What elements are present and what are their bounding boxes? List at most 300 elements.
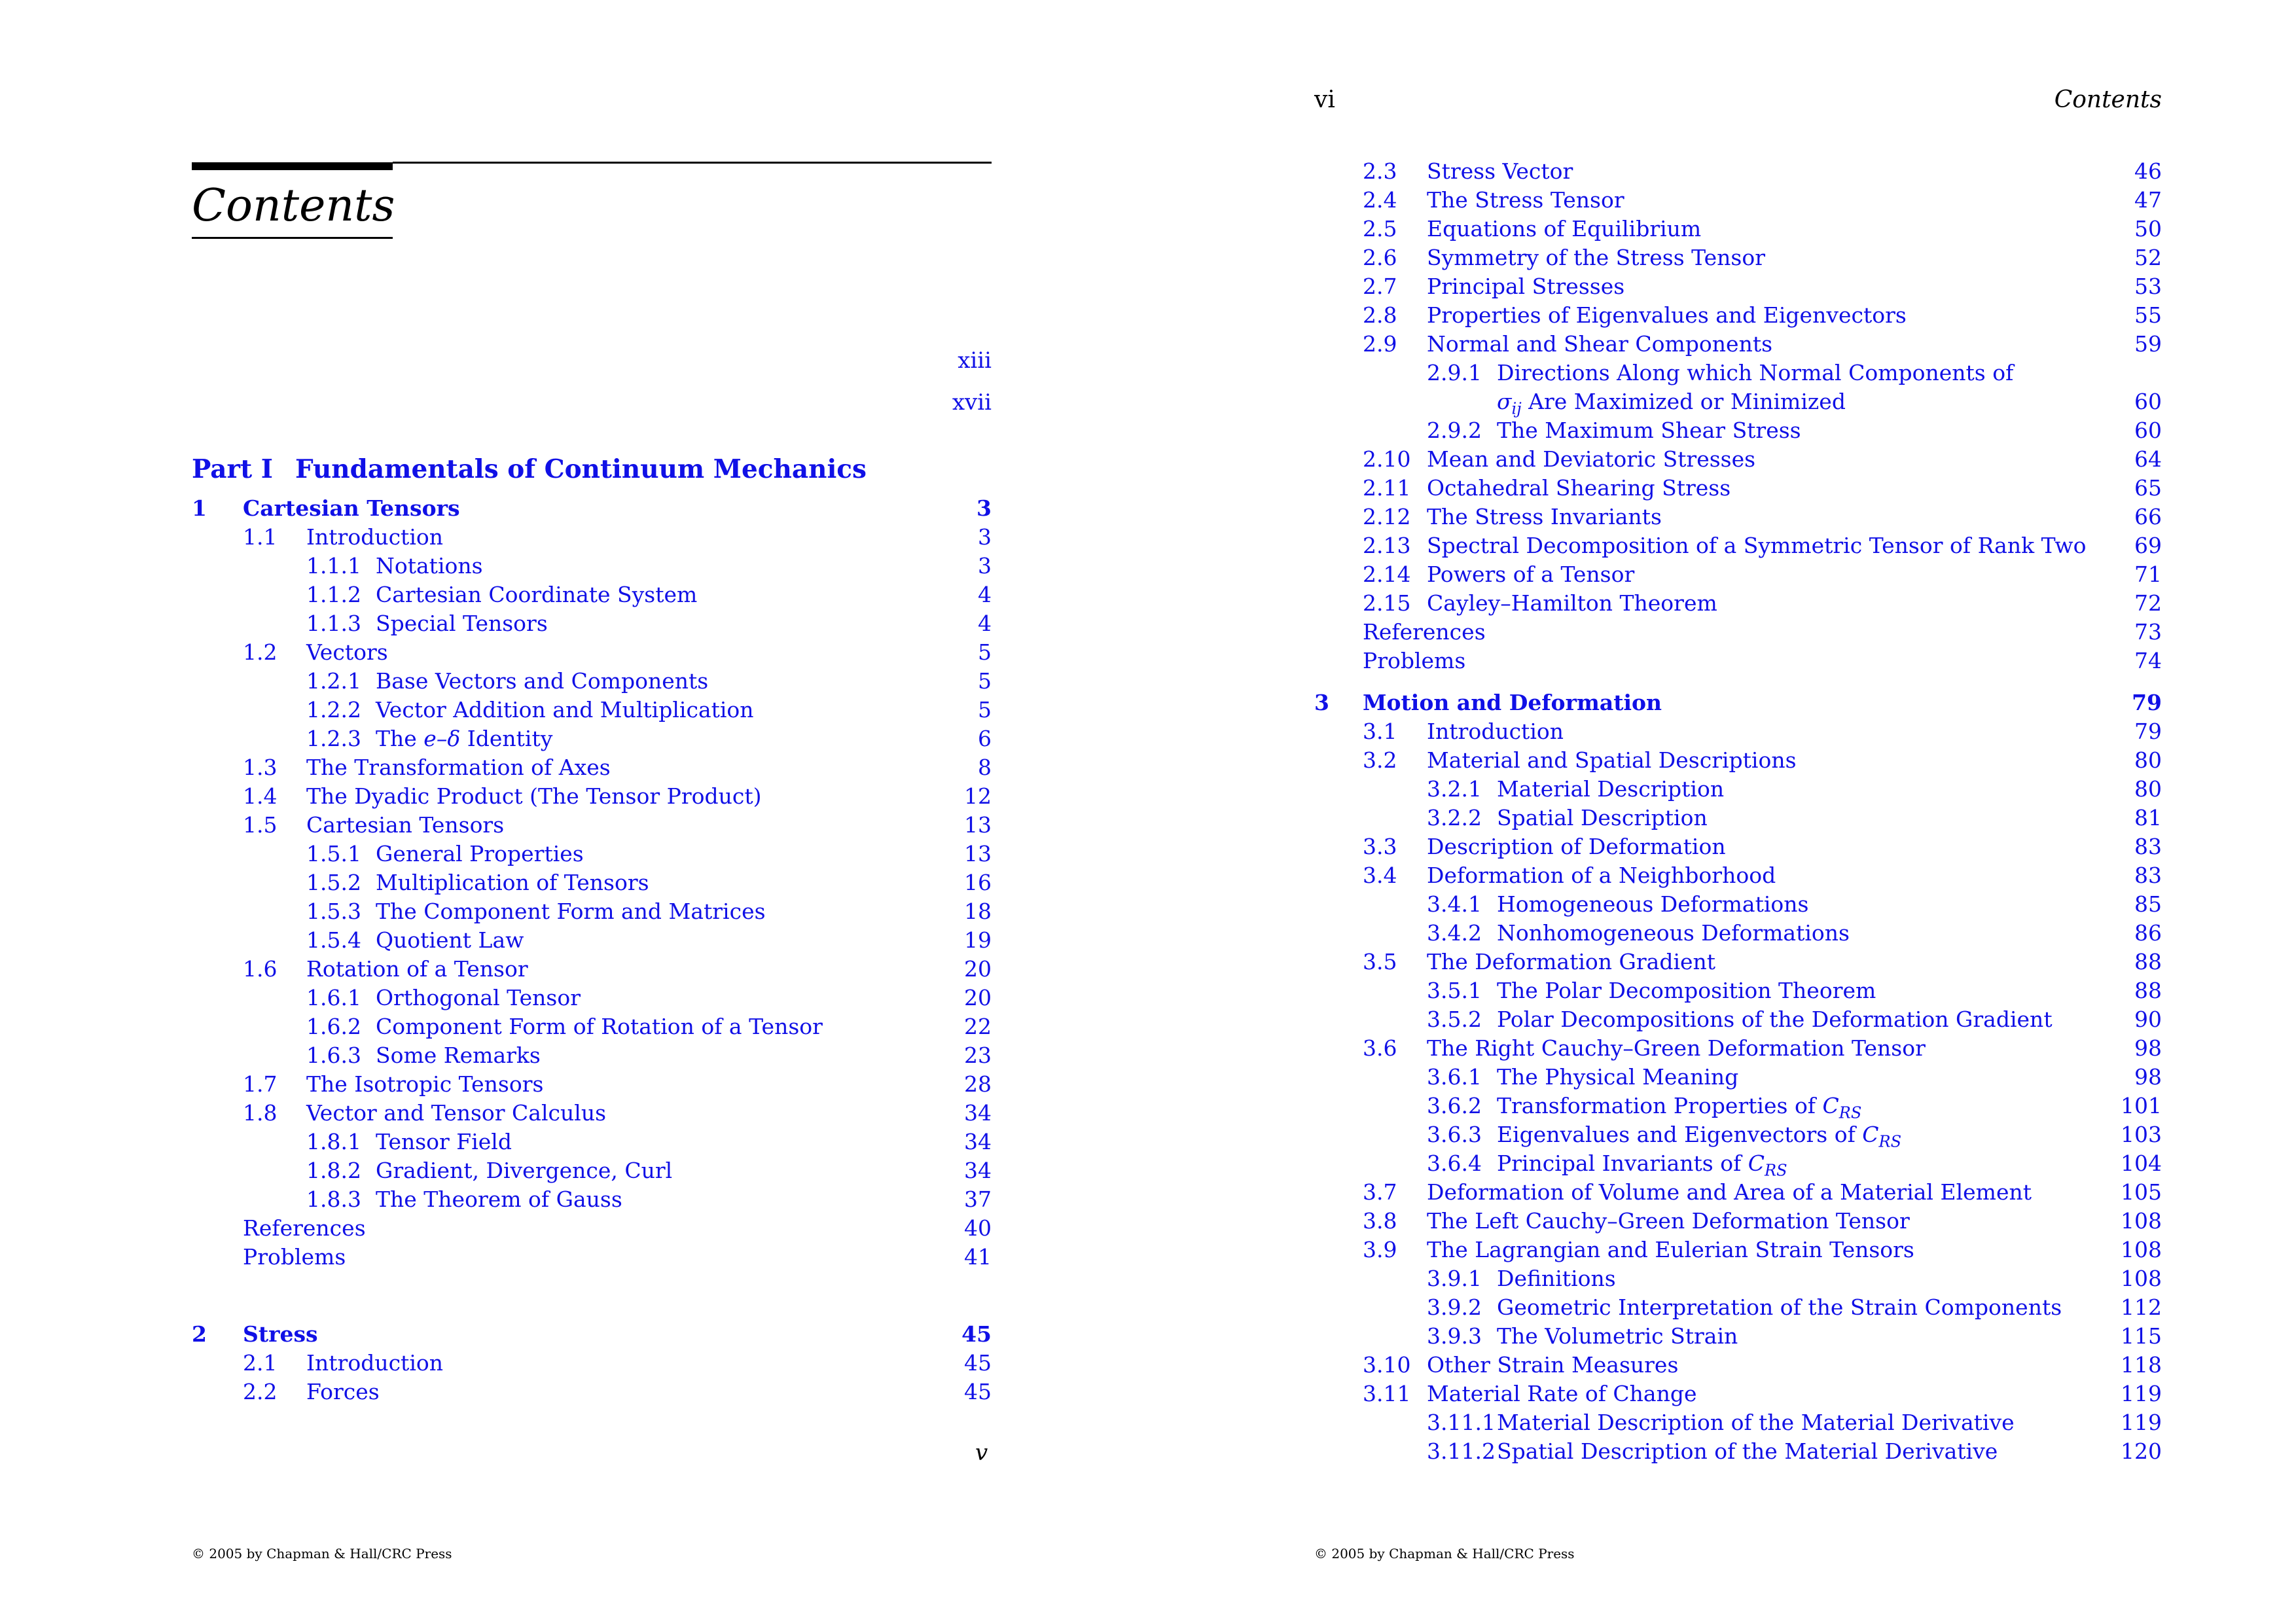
toc-entry[interactable] [1314,1005,2162,1034]
toc-page: 120 [2121,1438,2162,1464]
toc-title: $\sigma_{ij}$ Are Maximized or Minimized [1497,389,1846,418]
toc-entry[interactable] [1314,775,2162,804]
toc-list-right [1314,157,2162,1466]
toc-page: 74 [2134,648,2162,673]
right-page [1148,0,2296,1623]
toc-number: 2.2 [243,1379,278,1404]
toc-page: 81 [2134,805,2162,830]
toc-number: 3.4.1 [1427,891,1482,917]
toc-title: Problems [1363,648,1466,673]
toc-number: 2.10 [1363,446,1411,472]
toc-entry[interactable] [1314,647,2162,675]
toc-page: 20 [964,985,992,1010]
toc-title: Stress [243,1321,318,1347]
toc-title: Definitions [1497,1266,1616,1291]
toc-page: 83 [2134,834,2162,859]
toc-entry[interactable] [1314,1207,2162,1236]
toc-number: 3.2 [1363,747,1397,773]
toc-entry[interactable] [192,1214,992,1243]
toc-number: 1.6.3 [306,1043,361,1068]
toc-page: 53 [2134,274,2162,299]
toc-number: 1.8.3 [306,1186,361,1212]
toc-page: 59 [2134,331,2162,357]
copyright-notice: © 2005 by Chapman & Hall/CRC Press [1314,1546,1575,1561]
toc-entry[interactable] [192,609,992,638]
toc-page: 105 [2121,1179,2162,1205]
toc-number: 3.11.2 [1427,1438,1496,1464]
toc-title: Notations [376,553,483,579]
toc-page: 79 [2132,690,2162,715]
toc-entry[interactable] [192,926,992,955]
toc-title: Normal and Shear Components [1427,331,1773,357]
toc-title: Motion and Deformation [1363,690,1662,715]
toc-entry[interactable] [1314,1034,2162,1063]
toc-entry[interactable] [192,1378,992,1406]
toc-entry[interactable] [192,1320,992,1349]
toc-number: 3.9.2 [1427,1294,1482,1320]
toc-title: The Volumetric Strain [1497,1323,1738,1349]
toc-number: 1.5.4 [306,927,361,953]
toc-title: Vectors [306,639,388,665]
toc-title: Gradient, Divergence, Curl [376,1158,673,1183]
toc-entry[interactable] [1314,1408,2162,1437]
toc-number: 1.1.3 [306,611,361,636]
toc-title: Directions Along which Normal Components of [1497,360,2014,385]
toc-entry[interactable] [192,494,992,523]
toc-title: Vector Addition and Multiplication [376,697,754,722]
page-folio: v [975,1440,988,1466]
toc-page: 55 [2134,302,2162,328]
toc-number: 2.8 [1363,302,1397,328]
toc-page: 69 [2134,533,2162,558]
toc-number: 2.9.1 [1427,360,1482,385]
toc-number: 1.5.3 [306,899,361,924]
toc-title: The Stress Tensor [1427,187,1624,213]
toc-entry[interactable] [1314,746,2162,775]
toc-title: Symmetry of the Stress Tensor [1427,245,1765,270]
toc-title: Eigenvalues and Eigenvectors of $C_{RS}$ [1497,1122,1902,1151]
toc-page: 3 [977,495,992,521]
toc-page: 73 [2134,619,2162,645]
toc-page: 4 [978,611,992,636]
toc-page: 98 [2134,1064,2162,1090]
toc-page: 5 [978,639,992,665]
toc-page: 28 [964,1071,992,1097]
toc-page: 6 [978,726,992,751]
page-folio: vi [1314,86,1335,113]
toc-number: 2.9 [1363,331,1397,357]
toc-entry[interactable] [1314,387,2162,416]
toc-title: Material Rate of Change [1427,1381,1697,1406]
toc-title: Powers of a Tensor [1427,562,1635,587]
toc-entry[interactable] [1314,215,2162,243]
toc-entry[interactable] [1314,976,2162,1005]
toc-page: 115 [2121,1323,2162,1349]
toc-title: Equations of Equilibrium [1427,216,1702,241]
toc-title: Other Strain Measures [1427,1352,1679,1378]
toc-number: 1.2.2 [306,697,361,722]
toc-title: Cartesian Coordinate System [376,582,698,607]
toc-number: 3.2.1 [1427,776,1482,802]
toc-number: 2.12 [1363,504,1411,529]
toc-entry-preface[interactable] [192,344,992,377]
toc-entry[interactable] [1314,861,2162,890]
toc-entry[interactable] [1314,157,2162,186]
toc-number: 1.5 [243,812,278,838]
toc-page: 104 [2121,1150,2162,1176]
toc-title: Material and Spatial Descriptions [1427,747,1797,773]
running-head: Contents [2054,86,2162,113]
toc-page: 16 [964,870,992,895]
toc-number: 3.6.1 [1427,1064,1482,1090]
toc-page: 45 [964,1350,992,1376]
toc-page: 79 [2134,719,2162,744]
toc-entry[interactable] [1314,503,2162,531]
toc-title: The Theorem of Gauss [376,1186,622,1212]
toc-title: Some Remarks [376,1043,541,1068]
toc-entry[interactable] [1314,1293,2162,1322]
toc-page: 37 [964,1186,992,1212]
toc-title: Description of Deformation [1427,834,1726,859]
toc-page: 88 [2134,978,2162,1003]
toc-page: 101 [2121,1093,2162,1118]
toc-page: 23 [964,1043,992,1068]
toc-title: Polar Decompositions of the Deformation Gradient [1497,1007,2053,1032]
toc-number: 1.7 [243,1071,278,1097]
toc-title: The Left Cauchy–Green Deformation Tensor [1427,1208,1910,1234]
toc-page: 34 [964,1100,992,1126]
toc-number: 1.2 [243,639,278,665]
toc-number: 2.5 [1363,216,1397,241]
toc-title: Cartesian Tensors [306,812,505,838]
toc-title: Introduction [306,1350,443,1376]
toc-title: Principal Stresses [1427,274,1625,299]
toc-title: Stress Vector [1427,158,1573,184]
toc-number: 1.6.2 [306,1014,361,1039]
toc-page: 86 [2134,920,2162,946]
toc-entry[interactable] [192,753,992,782]
toc-title: Material Description of the Material Derivative [1497,1410,2015,1435]
toc-page: 112 [2121,1294,2162,1320]
toc-number: 3.11.1 [1427,1410,1496,1435]
toc-entry[interactable] [192,1070,992,1099]
toc-title: Deformation of a Neighborhood [1427,863,1776,888]
toc-number: 2.6 [1363,245,1397,270]
toc-number: 3.5.2 [1427,1007,1482,1032]
toc-title: General Properties [376,841,584,866]
toc-number: 1.1.2 [306,582,361,607]
toc-number: 2.7 [1363,274,1397,299]
toc-page: 19 [964,927,992,953]
toc-entry[interactable] [1314,890,2162,919]
toc-page: 66 [2134,504,2162,529]
toc-title: Orthogonal Tensor [376,985,581,1010]
toc-entry[interactable] [1314,1264,2162,1293]
toc-entry[interactable] [192,1185,992,1214]
toc-number: 3.4 [1363,863,1397,888]
toc-entry[interactable] [1314,832,2162,861]
toc-title: Spatial Description of the Material Derivative [1497,1438,1998,1464]
toc-entry[interactable] [1314,688,2162,717]
toc-entry[interactable] [192,1041,992,1070]
toc-entry[interactable] [1314,717,2162,746]
toc-title: Vector and Tensor Calculus [306,1100,607,1126]
toc-title: Geometric Interpretation of the Strain Components [1497,1294,2062,1320]
toc-page: 72 [2134,590,2162,616]
toc-page: 103 [2121,1122,2162,1147]
toc-entry[interactable] [1314,1063,2162,1092]
toc-title: Properties of Eigenvalues and Eigenvectors [1427,302,1907,328]
toc-title: Principal Invariants of $C_{RS}$ [1497,1150,1787,1180]
toc-page: 41 [964,1244,992,1270]
toc-entry[interactable] [1314,330,2162,359]
title-rule-thin [393,162,992,164]
toc-number: 3.9.1 [1427,1266,1482,1291]
toc-entry[interactable] [1314,804,2162,832]
toc-title: Deformation of Volume and Area of a Material Element [1427,1179,2032,1205]
toc-title: The Physical Meaning [1497,1064,1739,1090]
toc-title: The Component Form and Matrices [376,899,766,924]
toc-entry[interactable] [192,724,992,753]
toc-number: 1.8.1 [306,1129,361,1154]
toc-number: 2.9.2 [1427,418,1482,443]
toc-entry[interactable] [1314,474,2162,503]
toc-title: Mean and Deviatoric Stresses [1427,446,1756,472]
toc-title: Multiplication of Tensors [376,870,649,895]
toc-page: 90 [2134,1007,2162,1032]
toc-title: Transformation Properties of $C_{RS}$ [1497,1093,1862,1122]
toc-entry-author[interactable] [192,386,992,419]
toc-number: 2.14 [1363,562,1411,587]
toc-entry[interactable] [1314,948,2162,976]
toc-entry[interactable] [1314,919,2162,948]
toc-page: 5 [978,697,992,722]
toc-number: 1.2.1 [306,668,361,694]
toc-entry[interactable] [1314,1322,2162,1351]
toc-number: 3.11 [1363,1381,1411,1406]
toc-entry[interactable] [192,638,992,667]
toc-number: 3.7 [1363,1179,1397,1205]
toc-entry[interactable] [192,840,992,868]
toc-entry[interactable] [1314,416,2162,445]
toc-number: 1.2.3 [306,726,361,751]
toc-entry[interactable] [1314,589,2162,618]
toc-number: 3.10 [1363,1352,1411,1378]
toc-entry[interactable] [1314,1149,2162,1178]
toc-entry[interactable] [192,1012,992,1041]
toc-page: 45 [964,1379,992,1404]
toc-title: Material Description [1497,776,1725,802]
toc-page: 83 [2134,863,2162,888]
toc-page: 119 [2121,1381,2162,1406]
toc-title: References [243,1215,366,1241]
toc-page: 88 [2134,949,2162,974]
toc-entry[interactable] [1314,1092,2162,1120]
toc-title: Spectral Decomposition of a Symmetric Tensor of Rank Two [1427,533,2087,558]
toc-title: Special Tensors [376,611,548,636]
toc-page: 60 [2134,389,2162,414]
page-title: Contents [192,180,395,232]
toc-title: The Dyadic Product (The Tensor Product) [306,783,762,809]
toc-entry[interactable] [1314,1178,2162,1207]
toc-title: The Isotropic Tensors [306,1071,544,1097]
toc-entry[interactable] [1314,1437,2162,1466]
toc-title: Introduction [1427,719,1564,744]
copyright-notice: © 2005 by Chapman & Hall/CRC Press [192,1546,452,1561]
toc-entry[interactable] [1314,445,2162,474]
toc-page: 108 [2121,1237,2162,1262]
toc-entry[interactable] [192,1243,992,1272]
toc-page: 20 [964,956,992,982]
toc-number: 3.1 [1363,719,1397,744]
toc-entry[interactable] [192,1128,992,1156]
toc-number: 2.3 [1363,158,1397,184]
toc-list-left [192,494,992,1406]
toc-page: 34 [964,1158,992,1183]
toc-page: 40 [964,1215,992,1241]
toc-entry[interactable] [192,1349,992,1378]
toc-page: 3 [978,524,992,550]
toc-number: 3.8 [1363,1208,1397,1234]
toc-page: xvii [952,389,992,416]
toc-title: Quotient Law [376,927,524,953]
title-underline [192,237,393,239]
toc-page: 80 [2134,776,2162,802]
toc-page: 3 [978,553,992,579]
toc-number: 1.1.1 [306,553,361,579]
toc-title: Octahedral Shearing Stress [1427,475,1731,501]
toc-page: 108 [2121,1208,2162,1234]
toc-entry[interactable] [192,696,992,724]
toc-title: Nonhomogeneous Deformations [1497,920,1850,946]
toc-number: 3.2.2 [1427,805,1482,830]
toc-number: 3 [1314,690,1329,715]
toc-page: 98 [2134,1035,2162,1061]
toc-title: Forces [306,1379,380,1404]
toc-entry[interactable] [192,897,992,926]
part-heading[interactable] [192,454,867,484]
toc-number: 1.1 [243,524,278,550]
toc-entry[interactable] [1314,243,2162,272]
toc-title: Cartesian Tensors [243,495,460,521]
toc-entry[interactable] [192,984,992,1012]
toc-page: 12 [964,783,992,809]
title-rule-thick [192,162,393,170]
toc-entry[interactable] [192,868,992,897]
toc-entry[interactable] [1314,1120,2162,1149]
part-title: Fundamentals of Continuum Mechanics [295,454,867,484]
toc-page: xiii [958,348,992,374]
toc-title: Problems [243,1244,346,1270]
toc-entry[interactable] [192,955,992,984]
toc-title: Spatial Description [1497,805,1708,830]
toc-number: 3.6.4 [1427,1150,1482,1176]
toc-page: 22 [964,1014,992,1039]
toc-entry[interactable] [1314,560,2162,589]
toc-page: 65 [2134,475,2162,501]
toc-entry[interactable] [1314,272,2162,301]
toc-entry[interactable] [192,1099,992,1128]
toc-page: 50 [2134,216,2162,241]
toc-entry[interactable] [192,667,992,696]
toc-entry[interactable] [1314,1380,2162,1408]
toc-number: 1.4 [243,783,278,809]
toc-number: 2.13 [1363,533,1411,558]
toc-entry[interactable] [192,580,992,609]
toc-entry[interactable] [192,552,992,580]
toc-number: 3.6.2 [1427,1093,1482,1118]
toc-page: 118 [2121,1352,2162,1378]
toc-entry[interactable] [192,1156,992,1185]
toc-title: Base Vectors and Components [376,668,709,694]
toc-page: 8 [978,755,992,780]
toc-page: 80 [2134,747,2162,773]
toc-page: 4 [978,582,992,607]
toc-number: 3.6 [1363,1035,1397,1061]
toc-page: 71 [2134,562,2162,587]
toc-number: 2.11 [1363,475,1411,501]
toc-number: 1.3 [243,755,278,780]
toc-title: Cayley–Hamilton Theorem [1427,590,1717,616]
toc-title: Homogeneous Deformations [1497,891,1809,917]
toc-number: 1.5.1 [306,841,361,866]
toc-number: 2 [192,1321,207,1347]
toc-title: Rotation of a Tensor [306,956,528,982]
toc-page: 13 [964,841,992,866]
toc-page: 13 [964,812,992,838]
toc-page: 52 [2134,245,2162,270]
toc-entry[interactable] [1314,301,2162,330]
toc-entry[interactable] [192,782,992,811]
toc-title: References [1363,619,1486,645]
toc-entry[interactable] [1314,1236,2162,1264]
toc-number: 3.4.2 [1427,920,1482,946]
toc-entry[interactable] [1314,1351,2162,1380]
toc-number: 1.8.2 [306,1158,361,1183]
toc-entry[interactable] [192,811,992,840]
toc-title: The Maximum Shear Stress [1497,418,1801,443]
toc-number: 3.9 [1363,1237,1397,1262]
toc-entry[interactable] [1314,359,2162,387]
toc-page: 119 [2121,1410,2162,1435]
toc-entry[interactable] [1314,618,2162,647]
toc-title: The Deformation Gradient [1427,949,1716,974]
toc-number: 1.8 [243,1100,278,1126]
toc-number: 3.5.1 [1427,978,1482,1003]
toc-number: 1.6.1 [306,985,361,1010]
toc-title: The Right Cauchy–Green Deformation Tensor [1427,1035,1926,1061]
toc-entry[interactable] [1314,186,2162,215]
toc-number: 2.15 [1363,590,1411,616]
toc-page: 47 [2134,187,2162,213]
toc-number: 3.5 [1363,949,1397,974]
toc-entry[interactable] [1314,531,2162,560]
toc-page: 45 [961,1321,992,1347]
toc-number: 3.3 [1363,834,1397,859]
toc-title: Component Form of Rotation of a Tensor [376,1014,823,1039]
toc-number: 3.6.3 [1427,1122,1482,1147]
toc-title: The Polar Decomposition Theorem [1497,978,1876,1003]
toc-number: 2.1 [243,1350,278,1376]
toc-title: The e–δ Identity [376,726,553,751]
toc-page: 108 [2121,1266,2162,1291]
toc-title: The Transformation of Axes [306,755,611,780]
toc-entry[interactable] [192,523,992,552]
toc-number: 1.5.2 [306,870,361,895]
toc-title: The Stress Invariants [1427,504,1662,529]
toc-title: Introduction [306,524,443,550]
toc-title: Tensor Field [376,1129,512,1154]
